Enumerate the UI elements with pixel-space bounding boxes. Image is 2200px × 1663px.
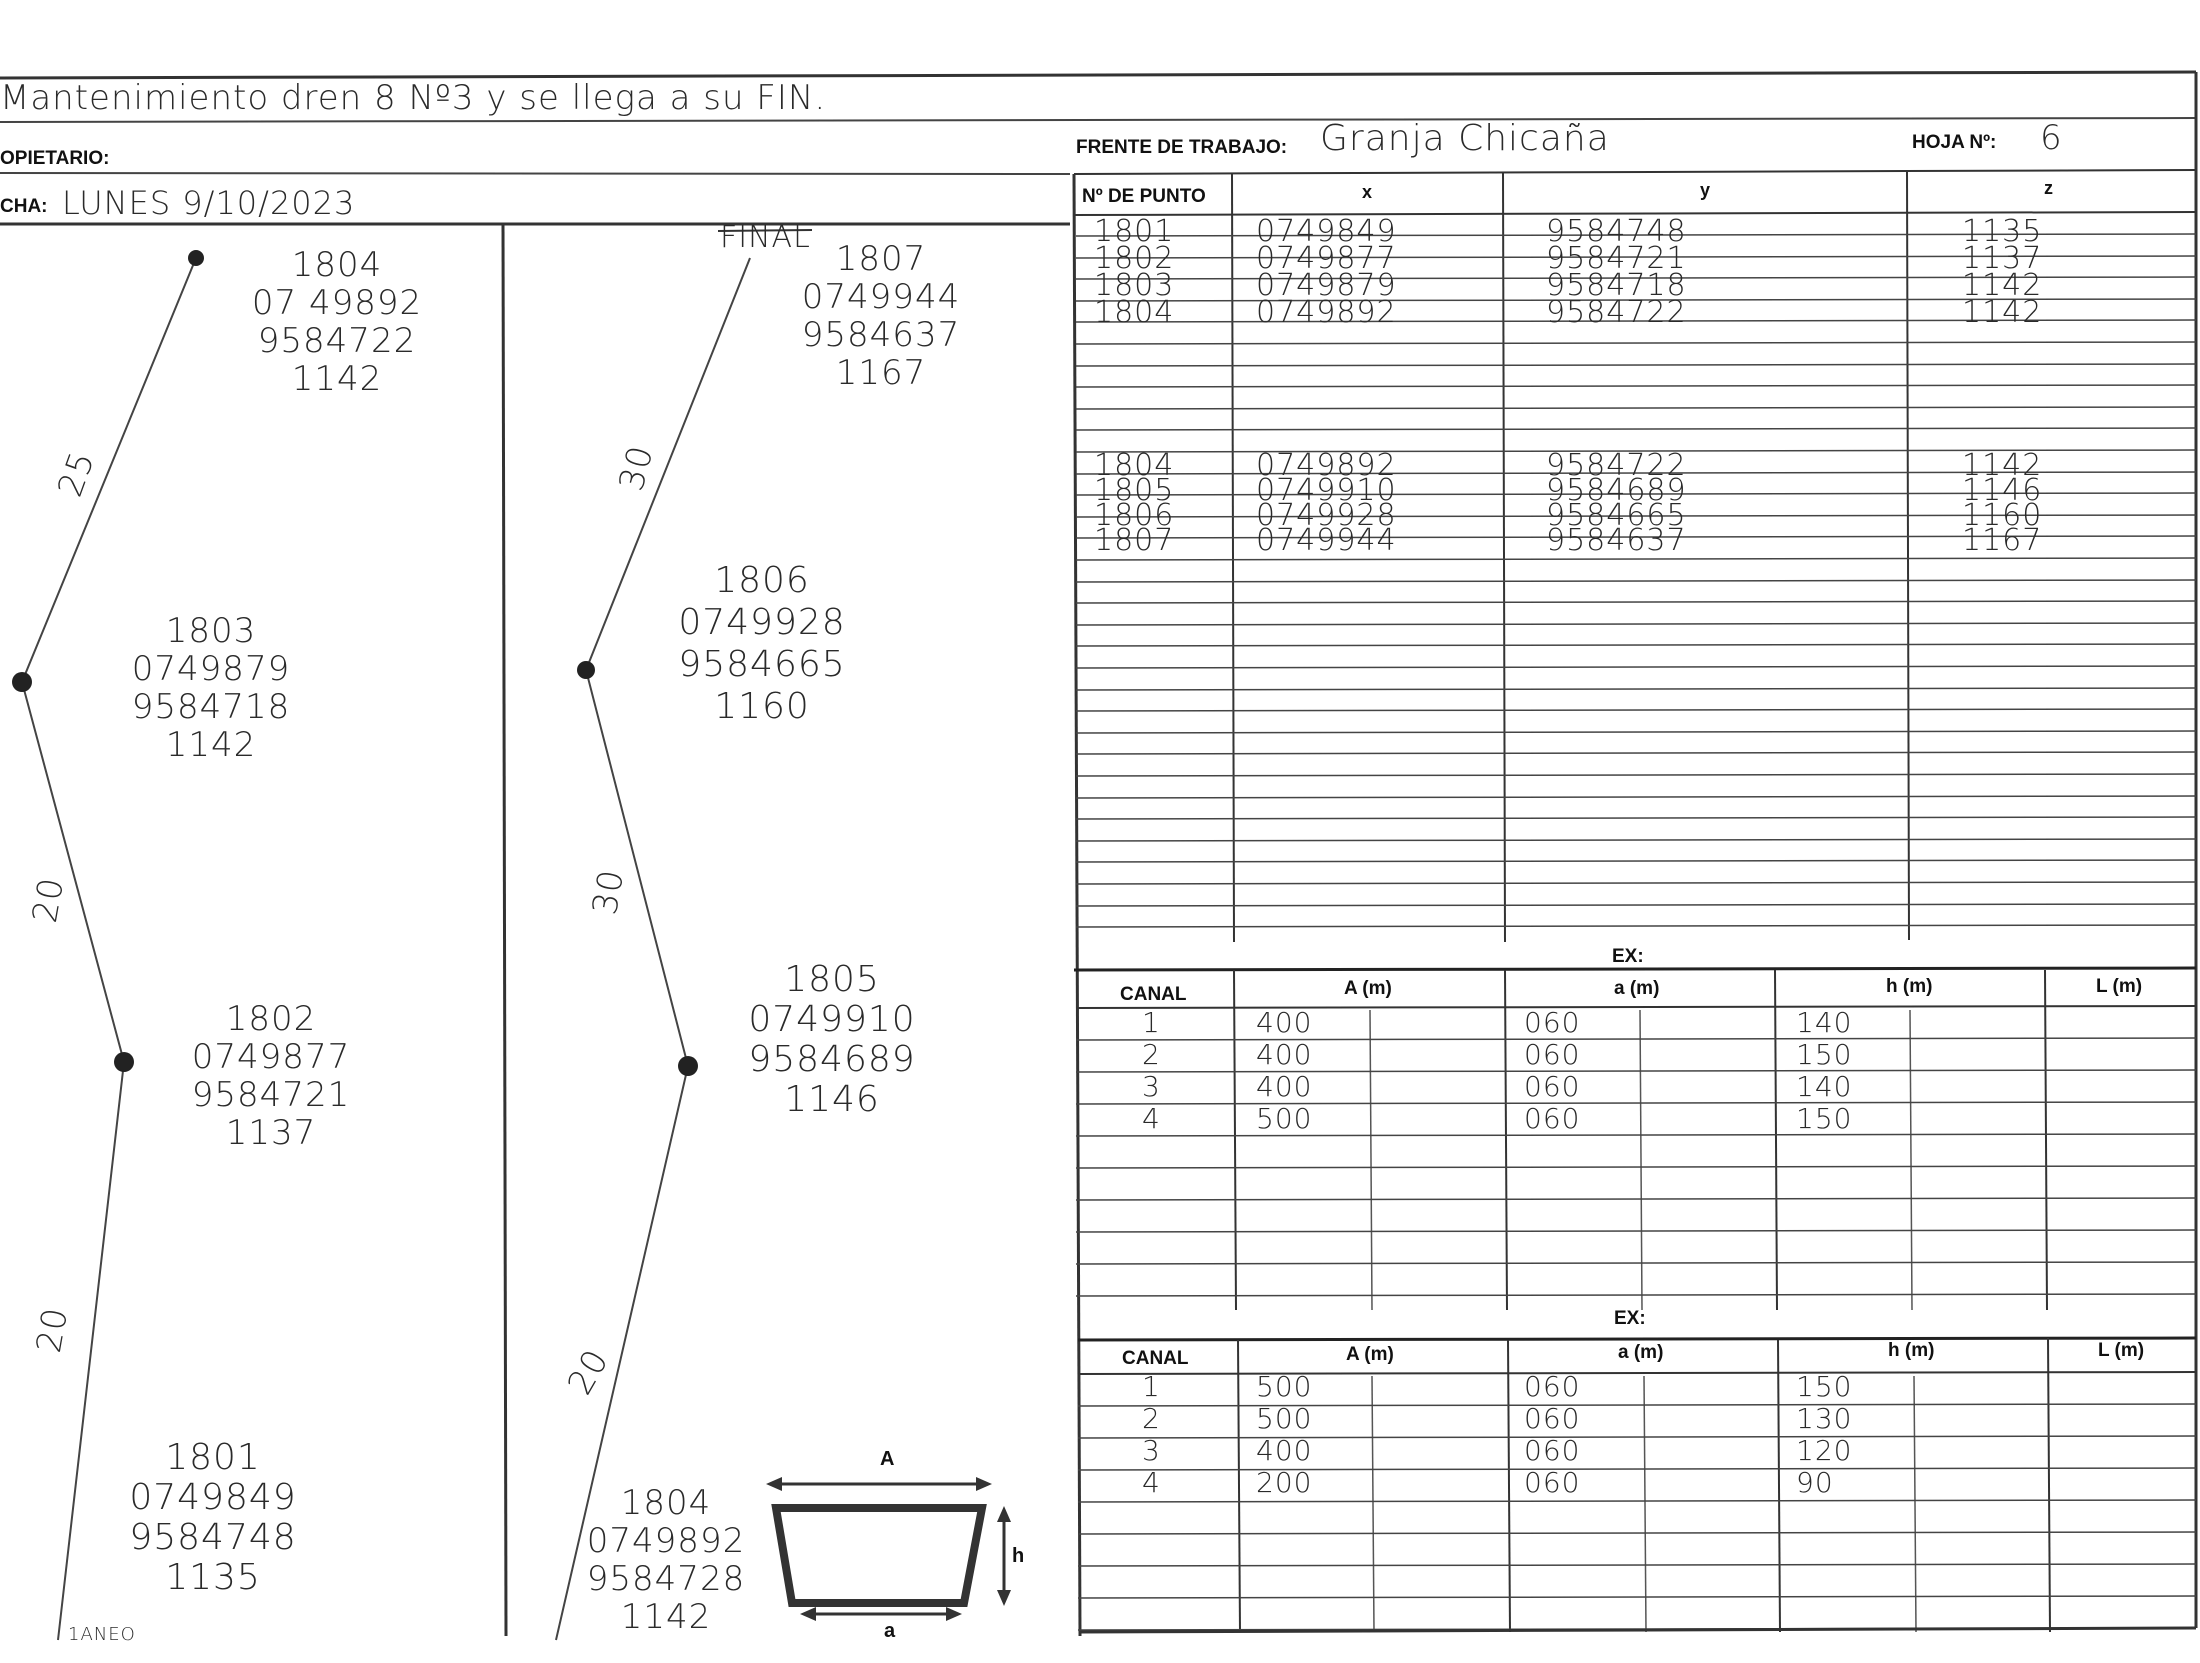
diagram-bottom-label: a [884,1620,896,1642]
right-distance-1: 30 [611,440,662,496]
date-label: CHA: [0,196,48,217]
canal-number-cell: 1 [1142,1370,1161,1403]
point-z-cell: 1142 [1962,295,2043,330]
point-x-cell: 0749849 [1256,214,1397,249]
point-y-cell: 9584722 [1546,295,1687,330]
point-y-cell: 9584748 [1546,214,1687,249]
point-id-cell: 1804 [1094,295,1175,330]
canal2-ex-label: EX: [1614,1308,1646,1329]
right-distance-2: 30 [585,866,633,918]
canal-h-cell: 140 [1796,1070,1853,1103]
canal1-header-A: A (m) [1344,978,1392,999]
point-y-cell: 9584665 [1546,498,1687,533]
canal-number-cell: 3 [1142,1070,1161,1103]
right-point-1804: 1804 0749892 9584728 1142 [586,1483,746,1637]
canal-number-cell: 4 [1142,1466,1161,1499]
canal-number-cell: 2 [1142,1038,1161,1071]
left-node-1803 [12,672,32,692]
point-id-cell: 1801 [1094,214,1175,249]
channel-section-diagram [766,1477,1011,1621]
left-sketch-line [22,258,196,1640]
point-x-cell: 0749944 [1256,523,1397,558]
point-y-cell: 9584722 [1546,448,1687,483]
point-x-cell: 0749879 [1256,268,1397,303]
left-node-1802 [114,1052,134,1072]
canal-h-cell: 130 [1796,1402,1853,1435]
canal2-header-canal: CANAL [1122,1348,1189,1369]
diagram-top-label: A [880,1448,895,1470]
point-id-cell: 1806 [1094,498,1175,533]
final-label: FINAL [720,220,811,255]
point-x-cell: 0749910 [1256,473,1397,508]
canal-h-cell: 150 [1796,1102,1853,1135]
canal2-header-a: a (m) [1618,1342,1664,1363]
canal1-header-canal: CANAL [1120,984,1187,1005]
bottom-note: 1ANEO [68,1624,136,1645]
canal-number-cell: 2 [1142,1402,1161,1435]
left-distance-3: 20 [29,1304,77,1356]
header-x: x [1362,182,1373,202]
canal-a-cell: 060 [1524,1466,1581,1499]
canal-A-cell: 400 [1256,1006,1313,1039]
left-node-1804 [188,250,204,266]
canal-A-cell: 500 [1256,1102,1313,1135]
point-id-cell: 1803 [1094,268,1175,303]
canal2-header-A: A (m) [1346,1344,1394,1365]
point-id-cell: 1807 [1094,523,1175,558]
point-z-cell: 1146 [1962,473,2043,508]
canal-h-cell: 140 [1796,1006,1853,1039]
canal-A-cell: 400 [1256,1434,1313,1467]
canal-a-cell: 060 [1524,1434,1581,1467]
point-z-cell: 1137 [1962,241,2043,276]
canal-number-cell: 4 [1142,1102,1161,1135]
header-z: z [2044,178,2053,198]
left-distance-1: 25 [50,445,104,503]
canal-A-cell: 400 [1256,1070,1313,1103]
point-id-cell: 1804 [1094,448,1175,483]
work-description: Mantenimiento dren 8 Nº3 y se llega a su FIN. [0,78,827,118]
right-distance-3: 20 [559,1342,618,1402]
point-z-cell: 1135 [1962,214,2043,249]
canal-A-cell: 500 [1256,1402,1313,1435]
point-x-cell: 0749892 [1256,448,1397,483]
left-point-1801: 1801 0749849 9584748 1135 [129,1437,297,1598]
header-point-number: Nº DE PUNTO [1082,186,1206,207]
left-distance-2: 20 [25,874,73,926]
canal-a-cell: 060 [1524,1402,1581,1435]
point-z-cell: 1142 [1962,448,2043,483]
canal-A-cell: 400 [1256,1038,1313,1071]
point-x-cell: 0749928 [1256,498,1397,533]
canal-a-cell: 060 [1524,1006,1581,1039]
canal-h-cell: 150 [1796,1038,1853,1071]
right-node-1805 [678,1056,698,1076]
canal-number-cell: 1 [1142,1006,1161,1039]
point-z-cell: 1142 [1962,268,2043,303]
front-label: FRENTE DE TRABAJO: [1076,137,1288,158]
left-point-1803: 1803 0749879 9584718 1142 [131,611,291,765]
front-value: Granja Chicaña [1320,118,1610,159]
point-id-cell: 1805 [1094,473,1175,508]
sheet-label: HOJA Nº: [1912,132,1997,153]
canal-a-cell: 060 [1524,1370,1581,1403]
owner-label: OPIETARIO: [0,148,110,169]
right-node-1806 [577,661,595,679]
canal-a-cell: 060 [1524,1070,1581,1103]
point-z-cell: 1160 [1962,498,2043,533]
point-x-cell: 0749892 [1256,295,1397,330]
canal-h-cell: 90 [1796,1466,1834,1499]
canal-a-cell: 060 [1524,1102,1581,1135]
point-x-cell: 0749877 [1256,241,1397,276]
point-y-cell: 9584718 [1546,268,1687,303]
canal-h-cell: 120 [1796,1434,1853,1467]
sheet-value: 6 [2040,118,2063,158]
canal-A-cell: 200 [1256,1466,1313,1499]
canal-A-cell: 500 [1256,1370,1313,1403]
canal1-header-h: h (m) [1886,976,1933,997]
canal2-header-L: L (m) [2098,1340,2145,1361]
canal-h-cell: 150 [1796,1370,1853,1403]
point-id-cell: 1802 [1094,241,1175,276]
canal1-header-a: a (m) [1614,978,1660,999]
canal-number-cell: 3 [1142,1434,1161,1467]
canal-a-cell: 060 [1524,1038,1581,1071]
left-point-1802: 1802 0749877 9584721 1137 [191,999,351,1153]
point-y-cell: 9584637 [1546,523,1687,558]
canal2-header-h: h (m) [1888,1340,1935,1361]
right-point-1805: 1805 0749910 9584689 1146 [748,959,916,1120]
right-point-1806: 1806 0749928 9584665 1160 [678,560,846,727]
date-value: LUNES 9/10/2023 [62,184,356,222]
diagram-height-label: h [1012,1545,1025,1567]
point-z-cell: 1167 [1962,523,2043,558]
canal1-header-L: L (m) [2096,976,2143,997]
point-y-cell: 9584721 [1546,241,1687,276]
point-y-cell: 9584689 [1546,473,1687,508]
right-point-1807: 1807 0749944 9584637 1167 [801,239,961,393]
canal1-ex-label: EX: [1612,946,1644,967]
left-point-1804: 1804 07 49892 9584722 1142 [251,245,423,399]
header-y: y [1700,180,1711,200]
